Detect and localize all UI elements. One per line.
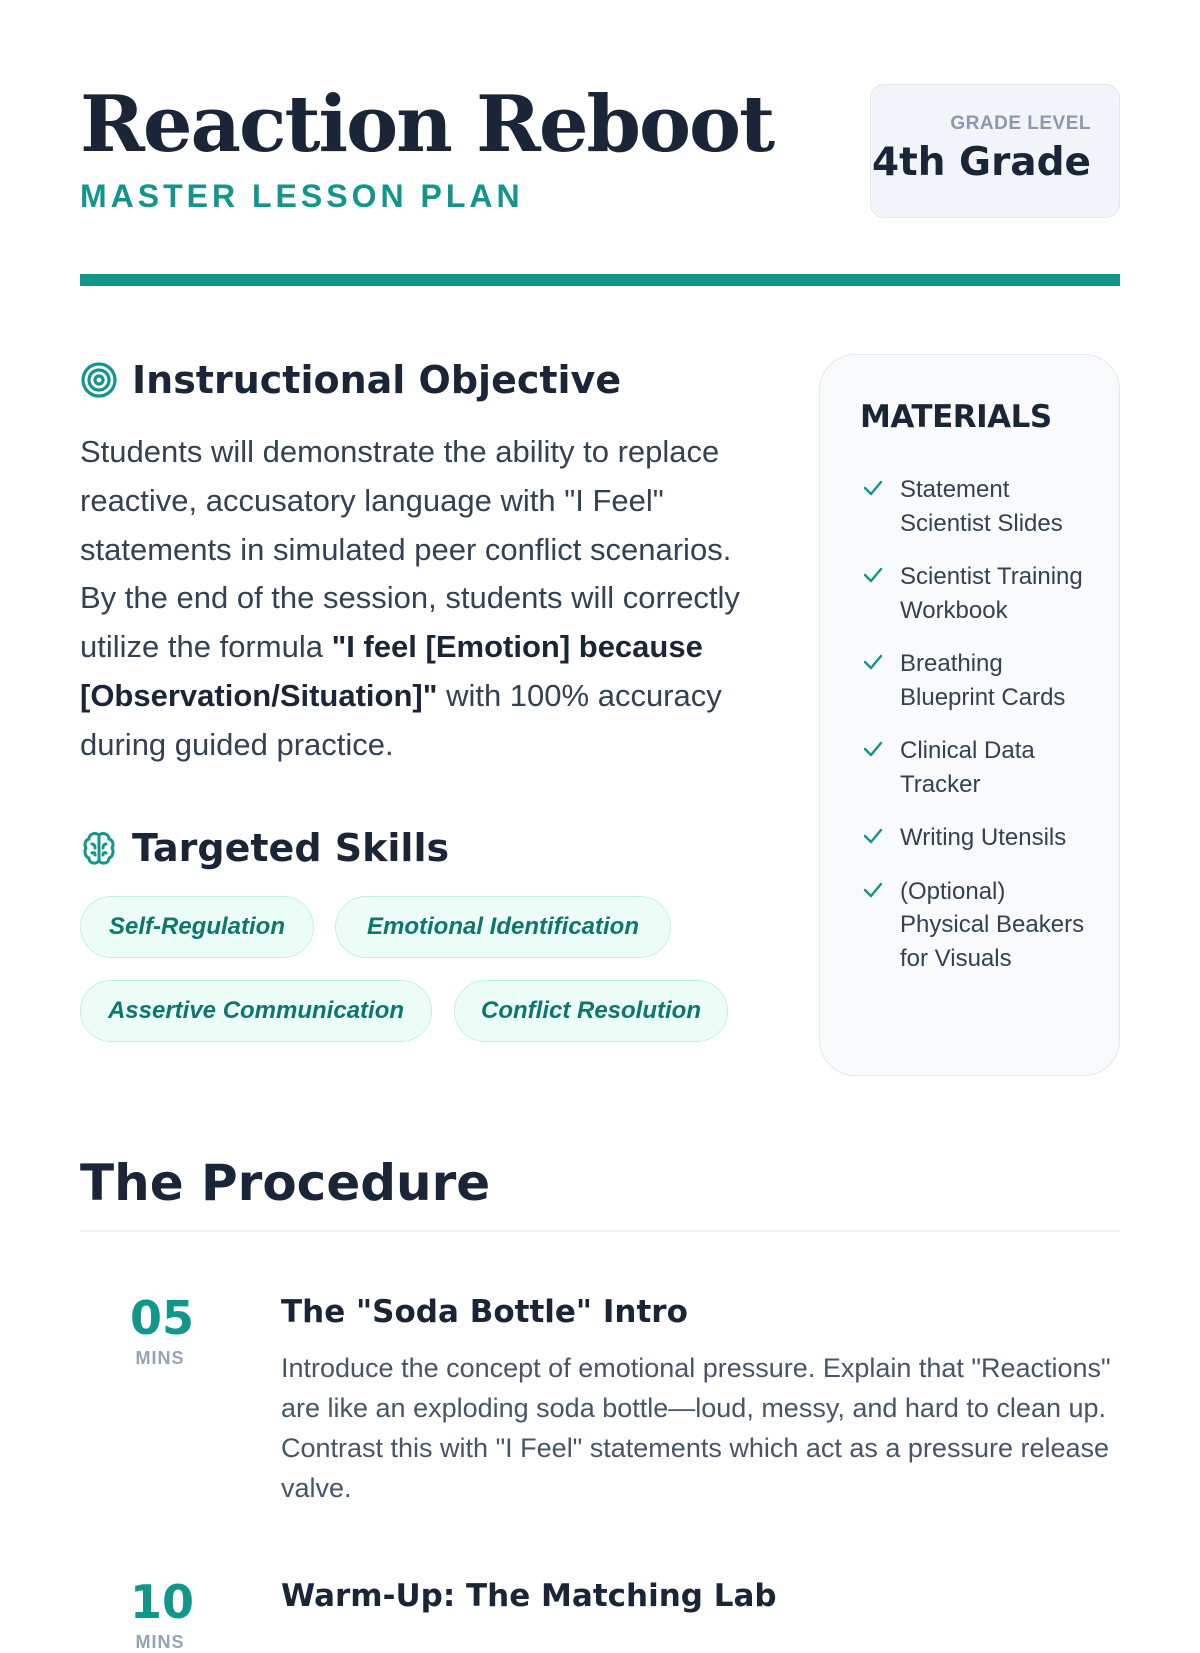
check-icon	[862, 564, 884, 586]
check-icon	[862, 825, 884, 847]
skills-heading-text: Targeted Skills	[132, 826, 450, 870]
materials-item	[860, 821, 1090, 855]
check-icon	[862, 879, 884, 901]
objective-text-intro: Students will demonstrate the ability to replace reactive, accusatory language with "I Feel" statements in simulated peer conflict scenarios. By the end of the session, students will correctly utilize the formula	[80, 434, 740, 665]
check-icon	[862, 738, 884, 760]
skill-tag: Conflict Resolution	[454, 980, 728, 1042]
header-divider	[80, 274, 1120, 286]
objective-heading-text: Instructional Objective	[132, 358, 622, 402]
skills-heading	[80, 820, 449, 876]
materials-item-label: Scientist Training Workbook	[900, 563, 1083, 624]
target-icon	[80, 361, 118, 399]
materials-item-label: (Optional) Physical Beakers for Visuals	[900, 877, 1085, 972]
step-minutes: 05	[130, 1291, 195, 1345]
page-title: Reaction Reboot	[80, 79, 774, 170]
grade-level-label: GRADE LEVEL	[950, 113, 1091, 134]
materials-item	[860, 875, 1090, 976]
materials-item	[860, 647, 1090, 714]
materials-card	[819, 354, 1120, 1076]
materials-item	[860, 734, 1090, 801]
procedure-heading: The Procedure	[80, 1154, 491, 1212]
grade-level-card	[870, 84, 1120, 218]
step-title: The "Soda Bottle" Intro	[281, 1294, 688, 1330]
materials-item-label: Breathing Blueprint Cards	[900, 650, 1066, 711]
step-minutes-unit: MINS	[135, 1348, 185, 1368]
skill-tag: Emotional Identification	[335, 896, 671, 958]
materials-item-label: Clinical Data Tracker	[900, 737, 1035, 798]
header	[80, 0, 1120, 288]
materials-item-label: Statement Scientist Slides	[900, 476, 1063, 537]
step-duration	[130, 1575, 195, 1653]
step-title: Warm-Up: The Matching Lab	[281, 1578, 777, 1614]
step-description: Introduce the concept of emotional pressure. Explain that "Reactions" are like an exploding soda bottle—loud, messy, and hard to clean up. Contrast this with "I Feel" statements which act as a pressure release valve.	[281, 1353, 1111, 1503]
procedure-divider	[80, 1230, 1120, 1232]
check-icon	[862, 651, 884, 673]
check-icon	[862, 477, 884, 499]
skill-tag: Self-Regulation	[80, 896, 314, 958]
materials-list	[860, 473, 1090, 995]
objective-text-outro: with 100% accuracy during guided practice.	[80, 677, 722, 762]
step-duration	[130, 1291, 195, 1369]
materials-item-label: Writing Utensils	[900, 824, 1067, 851]
brain-icon	[80, 829, 118, 867]
objective-formula: "I feel [Emotion] because [Observation/Situation]"	[80, 629, 703, 713]
step-minutes-unit: MINS	[135, 1632, 185, 1652]
grade-level-value: 4th Grade	[871, 140, 1091, 185]
materials-item	[860, 560, 1090, 627]
materials-item	[860, 473, 1090, 540]
lesson-plan-page	[80, 0, 1120, 1652]
objective-text	[80, 428, 760, 770]
objective-heading	[80, 352, 621, 408]
page-subtitle: MASTER LESSON PLAN	[80, 178, 524, 214]
materials-heading: MATERIALS	[860, 399, 1052, 435]
skill-tag: Assertive Communication	[80, 980, 432, 1042]
step-minutes: 10	[130, 1575, 195, 1629]
